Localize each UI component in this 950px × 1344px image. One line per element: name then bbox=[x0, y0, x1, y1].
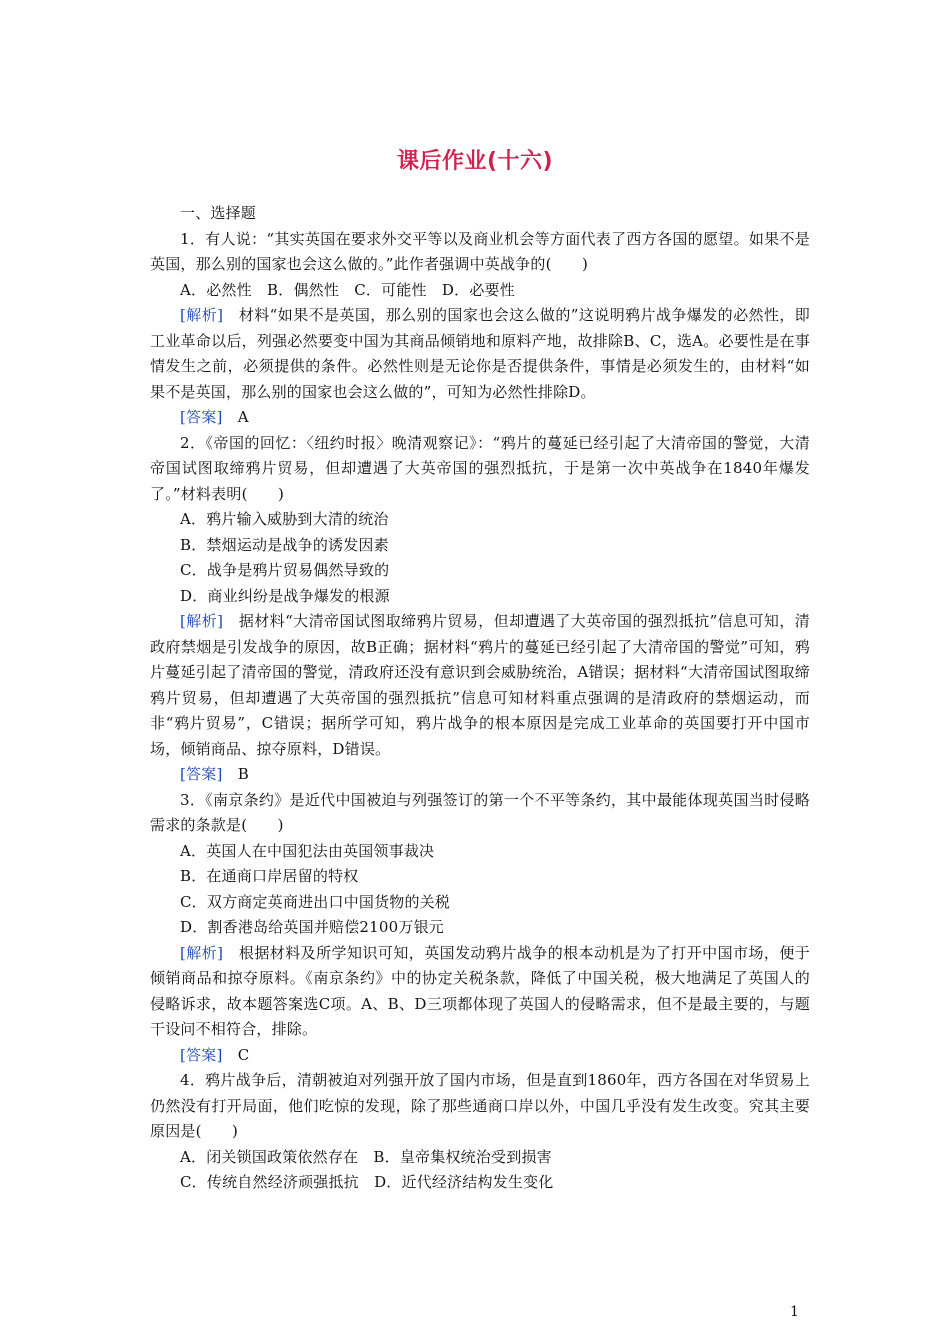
answer-tag: [答案] bbox=[180, 1045, 223, 1064]
question-3-option-c: C．双方商定英商进出口中国货物的关税 bbox=[180, 892, 451, 911]
document-body bbox=[150, 201, 810, 1196]
question-4-options-ab: A．闭关锁国政策依然存在 B．皇帝集权统治受到损害 bbox=[180, 1147, 552, 1166]
question-1-analysis bbox=[150, 303, 810, 405]
question-2-stem: 2．《帝国的回忆：〈纽约时报〉晚清观察记》：“鸦片的蔓延已经引起了大清帝国的警觉，大清帝国试图取缔鸦片贸易，但却遭遇了大英帝国的强烈抵抗，于是第一次中英战争在1840年爆发了。”材料表明( ) bbox=[150, 433, 810, 503]
analysis-text: 根据材料及所学知识可知，英国发动鸦片战争的根本动机是为了打开中国市场，便于倾销商品和掠夺原料。《南京条约》中的协定关税条款，降低了中国关税，极大地满足了英国人的侵略诉求，故本题答案选C项。A、B、D三项都体现了英国人的侵略需求，但不是最主要的，与题干设问不相符合，排除。 bbox=[150, 943, 810, 1038]
page-number: 1 bbox=[790, 1304, 799, 1320]
answer-text: C bbox=[222, 1045, 250, 1064]
analysis-text: 材料“如果不是英国，那么别的国家也会这么做的”这说明鸦片战争爆发的必然性，即工业革命以后，列强必然要变中国为其商品倾销地和原料产地，故排除B、C，选A。必要性是在事情发生之前，必须提供的条件。必然性则是无论你是否提供条件，事情是必须发生的，由材料“如果不是英国，那么别的国家也会这么做的”，可知为必然性排除D。 bbox=[150, 306, 810, 401]
question-1-options: A．必然性 B．偶然性 C．可能性 D．必要性 bbox=[180, 280, 515, 299]
analysis-tag: [解析] bbox=[180, 943, 224, 962]
question-2-option-b: B．禁烟运动是战争的诱发因素 bbox=[180, 535, 389, 554]
analysis-text: 据材料“大清帝国试图取缔鸦片贸易，但却遭遇了大英帝国的强烈抵抗”信息可知，清政府禁烟是引发战争的原因，故B正确；据材料“鸦片的蔓延已经引起了大清帝国的警觉”可知，鸦片蔓延引起了清帝国的警觉，清政府还没有意识到会威胁统治，A错误；据材料“大清帝国试图取缔鸦片贸易，但却遭遇了大英帝国的强烈抵抗”信息可知材料重点强调的是清政府的禁烟运动，而非“鸦片贸易”，C错误；据所学可知，鸦片战争的根本原因是完成工业革命的英国要打开中国市场，倾销商品、掠夺原料，D错误。 bbox=[150, 612, 810, 758]
question-3-option-d: D．割香港岛给英国并赔偿2100万银元 bbox=[180, 918, 445, 936]
page-title: 课后作业(十六) bbox=[396, 149, 554, 174]
answer-text: B bbox=[222, 765, 249, 783]
question-1-answer bbox=[150, 405, 810, 431]
question-2-analysis bbox=[150, 609, 810, 762]
question-2-option-d: D．商业纠纷是战争爆发的根源 bbox=[180, 586, 390, 605]
question-3-option-a: A．英国人在中国犯法由英国领事裁决 bbox=[180, 841, 435, 860]
analysis-tag: [解析] bbox=[180, 306, 224, 324]
question-2-option-c: C．战争是鸦片贸易偶然导致的 bbox=[180, 561, 390, 579]
analysis-tag: [解析] bbox=[180, 612, 224, 630]
question-4-options-cd: C．传统自然经济顽强抵抗 D．近代经济结构发生变化 bbox=[180, 1173, 554, 1191]
question-3-answer bbox=[150, 1043, 810, 1069]
question-2-option-a: A．鸦片输入威胁到大清的统治 bbox=[180, 510, 389, 528]
question-2-answer bbox=[150, 762, 810, 788]
answer-text: A bbox=[222, 408, 249, 426]
answer-tag: [答案] bbox=[180, 408, 223, 426]
question-3-option-b: B．在通商口岸居留的特权 bbox=[180, 867, 359, 885]
section-heading: 一、选择题 bbox=[180, 204, 257, 222]
answer-tag: [答案] bbox=[180, 765, 223, 783]
question-4-stem: 4．鸦片战争后，清朝被迫对列强开放了国内市场，但是直到1860年，西方各国在对华贸易上仍然没有打开局面，他们吃惊的发现，除了那些通商口岸以外，中国几乎没有发生改变。究其主要原因是( ) bbox=[150, 1071, 810, 1140]
question-1-stem: 1．有人说：“其实英国在要求外交平等以及商业机会等方面代表了西方各国的愿望。如果不是英国，那么别的国家也会这么做的。”此作者强调中英战争的( ) bbox=[150, 229, 810, 273]
question-3-analysis bbox=[150, 941, 810, 1043]
question-3-stem: 3．《南京条约》是近代中国被迫与列强签订的第一个不平等条约，其中最能体现英国当时侵略需求的条款是( ) bbox=[150, 790, 810, 834]
